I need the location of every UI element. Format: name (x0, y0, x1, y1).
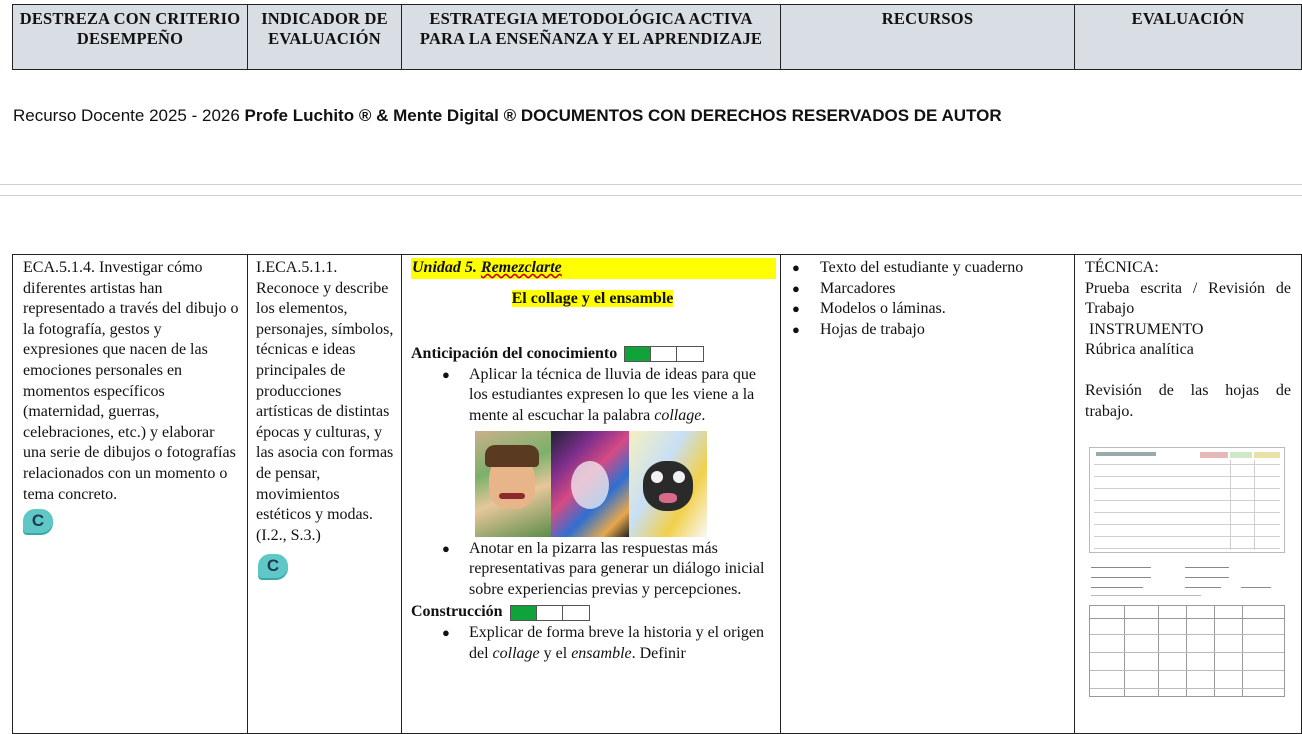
worksheet-thumbnail (1089, 447, 1285, 553)
notice-plain: Recurso Docente 2025 - 2026 (13, 106, 245, 125)
anticipacion-progress-bar (624, 346, 704, 362)
unit-heading (411, 258, 776, 279)
construccion-progress-bar (510, 605, 590, 621)
destreza-text: ECA.5.1.4. Investigar cómo diferentes artistas han representado a través del dibujo o la fotografía, gestos y expresiones que nacen de las emociones personales en momentos específicos (maternidad, guerras, celebraciones, etc.) y elaborar una serie de dibujos o fotografías relacionados con un momento o tema concreto. (23, 259, 239, 503)
cell-indicador (248, 255, 402, 733)
instrumento-value: Rúbrica analítica (1085, 341, 1194, 359)
phase-construccion (411, 602, 774, 623)
rubric-header-lines (1091, 563, 1287, 599)
header-indicador: INDICADOR DE EVALUACIÓN (248, 5, 402, 69)
rubric-table-thumbnail (1089, 605, 1285, 697)
recursos-list (788, 258, 1066, 340)
phase-anticipacion (411, 344, 774, 365)
header-recursos: RECURSOS (781, 5, 1075, 69)
page-divider-bottom (0, 195, 1302, 196)
header-destreza: DESTREZA CON CRITERIO DESEMPEÑO (13, 5, 248, 69)
construccion-list (411, 623, 774, 664)
c-badge-icon[interactable]: C (23, 509, 53, 533)
unit-prefix: Unidad 5. (412, 259, 481, 276)
revision-text: Revisión de las hojas de trabajo. (1085, 381, 1291, 420)
indicador-text: I.ECA.5.1.1. Reconoce y describe los elementos, personajes, símbolos, técnicas e ideas principales de producciones artísticas de distintas épocas y culturas, y las asocia con formas de pensar, movimientos estéticos y modas. (I.2., S.3.) (256, 259, 394, 544)
tecnica-value: Prueba escrita / Revisión de Trabajo (1085, 279, 1291, 318)
cell-estrategia (402, 255, 781, 733)
collage-mixed-media (551, 431, 629, 537)
anticipacion-label: Anticipación del conocimiento (411, 345, 618, 363)
notice-bold: Profe Luchito ® & Mente Digital ® DOCUMENTOS CON DERECHOS RESERVADOS DE AUTOR (244, 106, 1002, 125)
header-estrategia: ESTRATEGIA METODOLÓGICA ACTIVA PARA LA ENSEÑANZA Y EL APRENDIZAJE (402, 5, 781, 69)
construccion-label: Construcción (411, 603, 503, 621)
copyright-notice (13, 106, 1002, 126)
planning-table (12, 254, 1302, 734)
list-item: ● Aplicar la técnica de lluvia de ideas para que los estudiantes expresen lo que les viene a la mente al escuchar la palabra collage. (469, 365, 774, 427)
collage-image (475, 431, 707, 537)
cell-recursos (781, 255, 1075, 733)
list-item: ● Modelos o láminas. (820, 299, 1066, 320)
list-item: ● Texto del estudiante y cuaderno (820, 258, 1066, 279)
list-item: ● Hojas de trabajo (820, 320, 1066, 341)
page-divider-top (0, 184, 1302, 185)
unit-name: Remezclarte (480, 259, 562, 276)
tecnica-label: TÉCNICA: (1085, 259, 1159, 276)
header-evaluacion: EVALUACIÓN (1131, 9, 1245, 28)
list-item: ● Explicar de forma breve la historia y el origen del collage y el ensamble. Definir (469, 623, 774, 664)
list-item: ● Marcadores (820, 279, 1066, 300)
c-badge-icon[interactable]: C (258, 554, 288, 578)
collage-dog-portrait (629, 431, 707, 537)
collage-face-illustration (475, 431, 551, 537)
list-item: ● Anotar en la pizarra las respuestas más representativas para generar un diálogo inicial sobre experiencias previas y percepciones. (469, 539, 774, 601)
anticipacion-list (411, 365, 774, 427)
cell-destreza (13, 255, 248, 733)
lesson-title: El collage y el ensamble (511, 289, 674, 307)
header-row (12, 4, 1302, 70)
instrumento-label: INSTRUMENTO (1089, 320, 1204, 338)
anticipacion-list-2 (411, 539, 774, 601)
cell-evaluacion (1075, 255, 1301, 733)
